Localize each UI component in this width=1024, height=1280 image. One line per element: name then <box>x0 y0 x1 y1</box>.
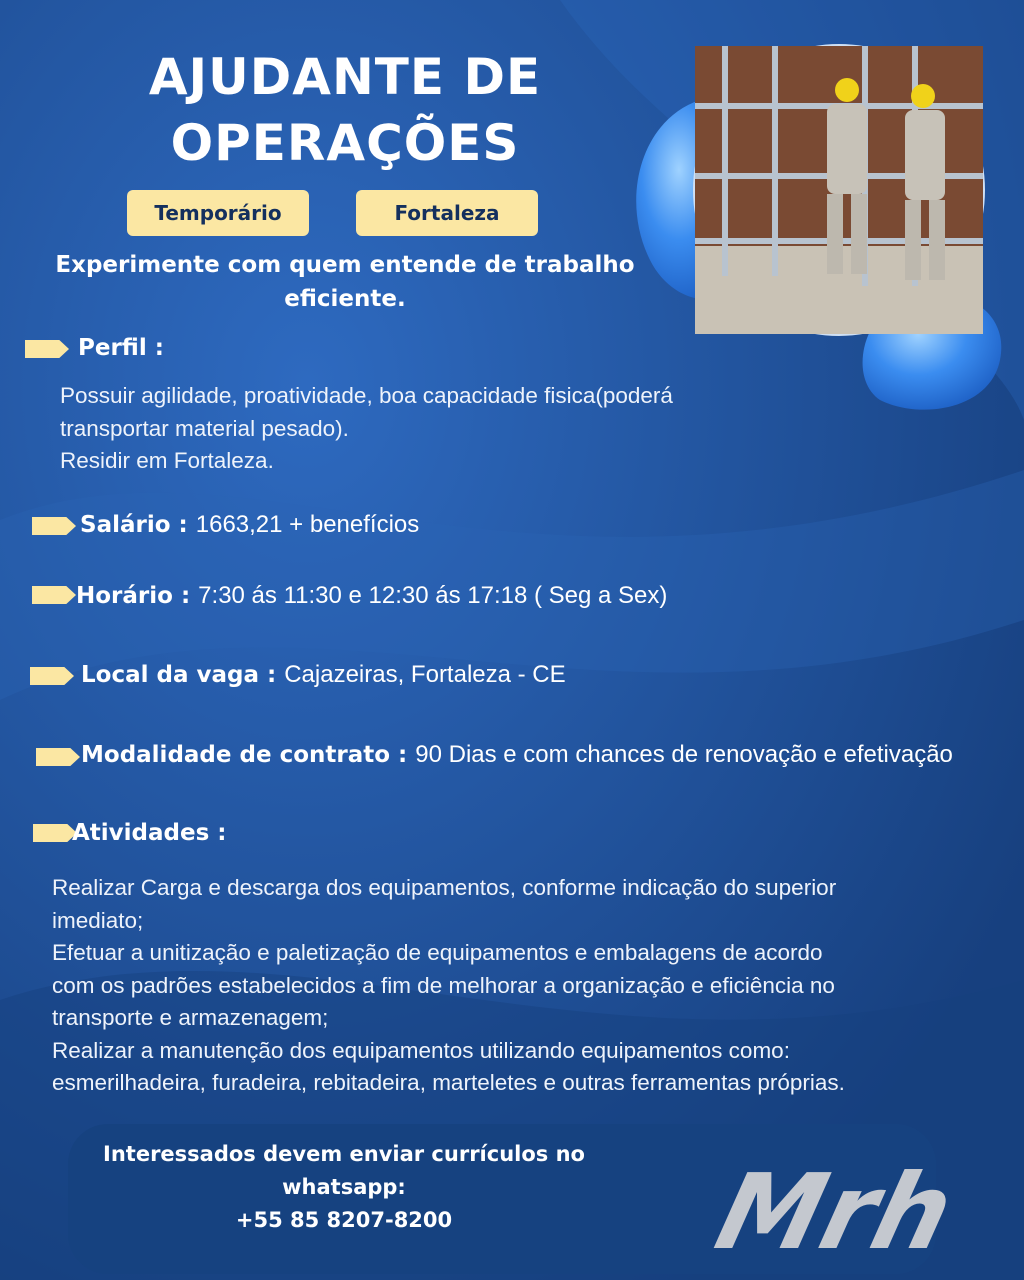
page-title <box>100 44 590 176</box>
local-label: Local da vaga : <box>81 662 277 688</box>
atividades-line: com os padrões estabelecidos a fim de melhorar a organização e eficiência no <box>52 972 835 998</box>
perfil-text <box>60 380 673 478</box>
local-row <box>81 661 566 689</box>
contact-line: Interessados devem enviar currículos no <box>103 1142 585 1166</box>
salario-value: 1663,21 + benefícios <box>195 511 420 538</box>
title-line-1: AJUDANTE DE <box>148 48 542 106</box>
horario-row <box>76 582 667 610</box>
tagline <box>40 248 650 316</box>
modalidade-label: Modalidade de contrato : <box>81 742 408 768</box>
atividades-text <box>52 872 845 1100</box>
contact-text <box>84 1138 604 1237</box>
perfil-line: Possuir agilidade, proatividade, boa capacidade fisica(poderá <box>60 383 673 408</box>
tag-temporario: Temporário <box>127 190 309 236</box>
perfil-label: Perfil : <box>78 335 164 361</box>
modalidade-value: 90 Dias e com chances de renovação e efetivação <box>415 741 953 768</box>
atividades-line: Realizar Carga e descarga dos equipamentos, conforme indicação do superior <box>52 875 837 900</box>
perfil-line: Residir em Fortaleza. <box>60 448 274 473</box>
whatsapp-number: +55 85 8207-8200 <box>235 1208 453 1232</box>
local-value: Cajazeiras, Fortaleza - CE <box>284 661 566 688</box>
atividades-line: Realizar a manutenção dos equipamentos utilizando equipamentos como: <box>52 1037 790 1063</box>
title-line-2: OPERAÇÕES <box>170 114 520 172</box>
tag-fortaleza: Fortaleza <box>356 190 538 236</box>
tagline-line-1: Experimente com quem entende de trabalho <box>55 252 635 278</box>
atividades-line: esmerilhadeira, furadeira, rebitadeira, marteletes e outras ferramentas próprias. <box>52 1070 845 1095</box>
modalidade-row <box>81 741 953 769</box>
salario-row <box>80 511 419 539</box>
logo-text: Mrh <box>705 1151 965 1273</box>
contact-line: whatsapp: <box>282 1175 406 1199</box>
atividades-line: imediato; <box>52 907 144 933</box>
atividades-label: Atividades : <box>72 820 227 846</box>
horario-label: Horário : <box>76 583 191 609</box>
atividades-line: transporte e armazenagem; <box>52 1005 329 1030</box>
workers-photo <box>693 44 985 336</box>
horario-value: 7:30 ás 11:30 e 12:30 ás 17:18 ( Seg a Sex) <box>198 582 668 609</box>
mrh-logo <box>705 1150 965 1273</box>
salario-label: Salário : <box>80 512 188 538</box>
perfil-line: transportar material pesado). <box>60 415 349 441</box>
atividades-line: Efetuar a unitização e paletização de equipamentos e embalagens de acordo <box>52 940 823 965</box>
tagline-line-2: eficiente. <box>284 286 406 312</box>
